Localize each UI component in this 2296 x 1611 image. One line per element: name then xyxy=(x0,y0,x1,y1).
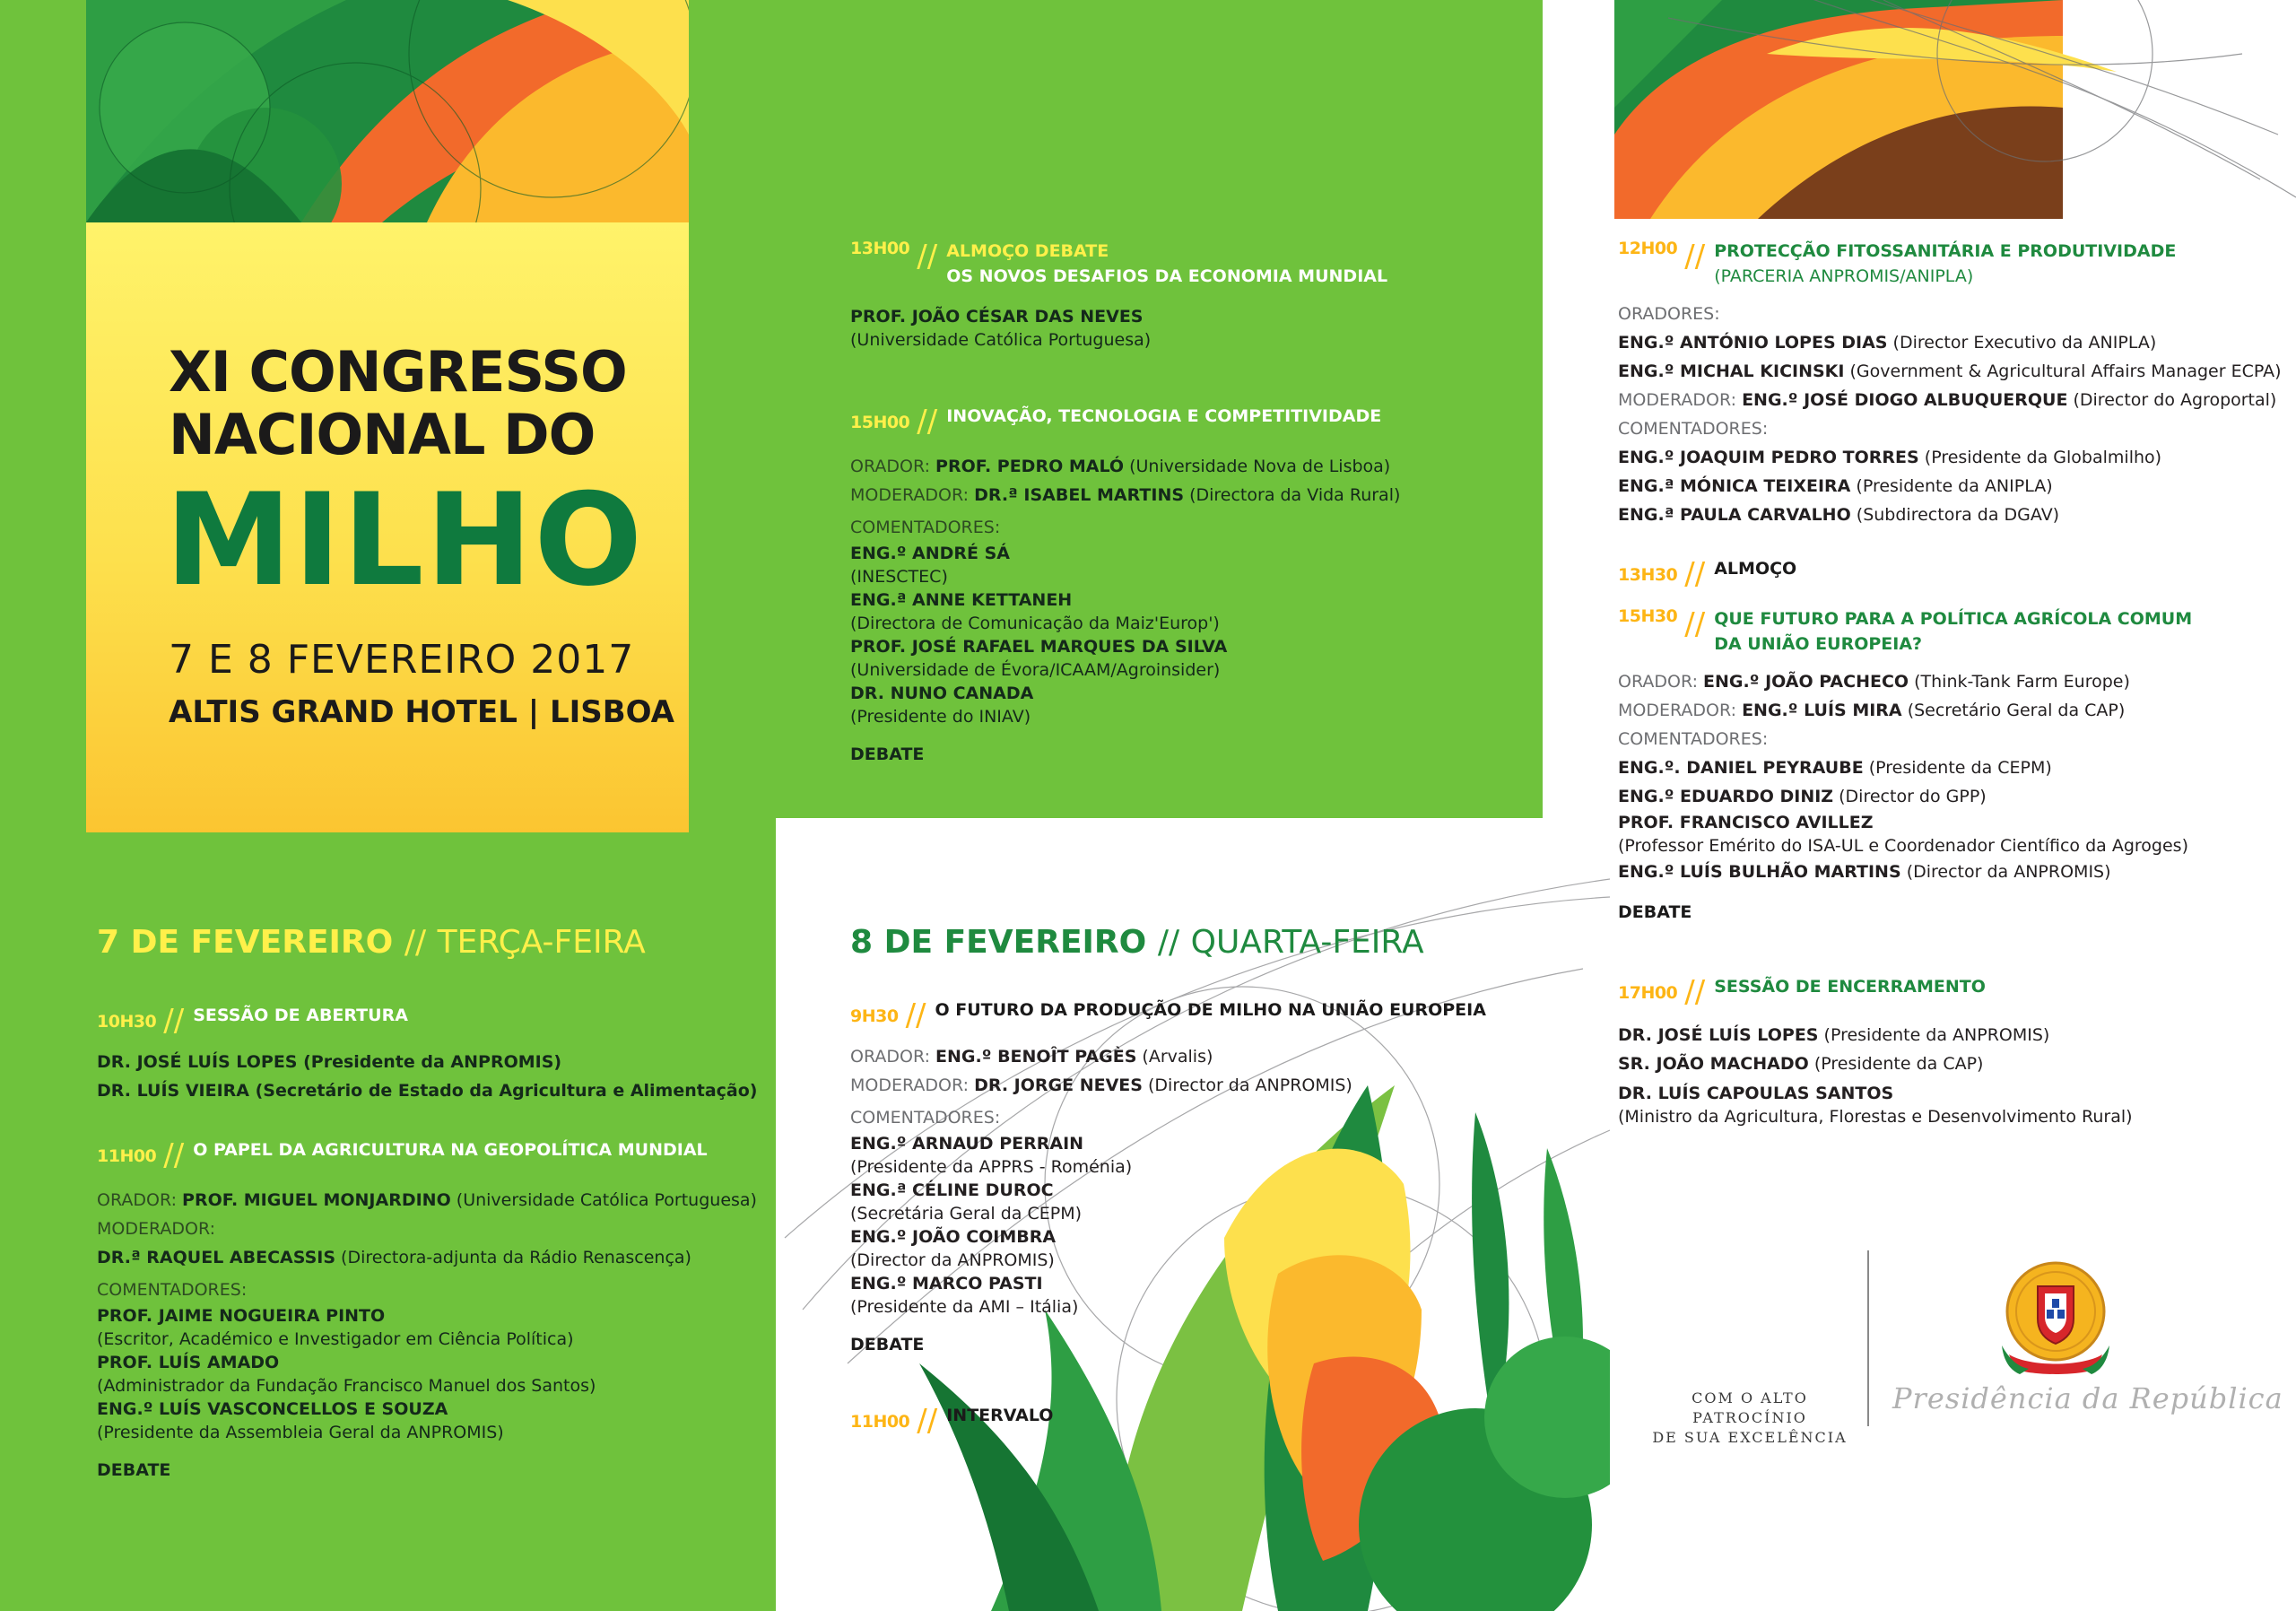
session-time: 13H30 xyxy=(1618,565,1678,585)
commentator-line xyxy=(1618,753,2192,782)
patronage-line-1: COM O ALTO PATROCÍNIO xyxy=(1692,1389,1808,1426)
speaker-line: DR. LUÍS VIEIRA (Secretário de Estado da Agricultura e Alimentação) xyxy=(97,1081,758,1101)
leaf-artwork-top-left xyxy=(86,0,689,222)
debate-label: DEBATE xyxy=(1618,902,1692,922)
speaker-name: PROF. JOÃO CÉSAR DAS NEVES xyxy=(850,307,1144,327)
commentator-name: ENG.º ANDRÉ SÁ xyxy=(850,544,1011,563)
session-title: PROTECÇÃO FITOSSANITÁRIA E PRODUTIVIDADE xyxy=(1714,241,2177,261)
commentator-name: ENG.ª PAULA CARVALHO xyxy=(1618,505,1851,525)
day1-weekday: TERÇA-FEIRA xyxy=(437,924,646,961)
commentator-line xyxy=(1618,501,2282,529)
speaker-line xyxy=(1618,1021,2133,1049)
slash-divider: // xyxy=(1684,239,1706,274)
session-time: 10H30 xyxy=(97,1012,157,1032)
orador-label: ORADOR: xyxy=(850,457,930,476)
commentator-name: ENG.º MARCO PASTI xyxy=(850,1274,1043,1293)
session-time: 15H30 xyxy=(1618,606,1678,626)
session-title: QUE FUTURO PARA A POLÍTICA AGRÍCOLA COMUM xyxy=(1714,609,2193,629)
commentator-name: ENG.ª MÓNICA TEIXEIRA xyxy=(1618,476,1851,496)
orador-org: (Government & Agricultural Affairs Manager ECPA) xyxy=(1849,361,2282,381)
commentator-org: (Presidente da Assembleia Geral da ANPROMIS) xyxy=(97,1423,504,1442)
coat-of-arms-icon xyxy=(1993,1256,2118,1381)
commentator-line xyxy=(1618,782,2192,811)
commentator-name: ENG.ª CÉLINE DUROC xyxy=(850,1180,1054,1200)
comentadores-label: COMENTADORES: xyxy=(850,1108,1001,1128)
commentator-org: (Professor Emérito do ISA-UL e Coordenador Científico da Agroges) xyxy=(1618,836,2188,856)
commentator-org: (Presidente da CEPM) xyxy=(1868,758,2052,778)
orador-org: (Universidade Católica Portuguesa) xyxy=(456,1190,757,1210)
commentator-name: ENG.ª ANNE KETTANEH xyxy=(850,590,1073,610)
commentator-org: (Presidente da AMI – Itália) xyxy=(850,1297,1079,1317)
session-17h00 xyxy=(1618,974,2133,1128)
commentator-name: PROF. JOSÉ RAFAEL MARQUES DA SILVA xyxy=(850,637,1228,657)
moderador-name: DR. JORGE NEVES xyxy=(974,1075,1143,1095)
orador-line xyxy=(850,1042,1486,1071)
commentator-org: (Presidente da Globalmilho) xyxy=(1924,448,2162,467)
slash-divider: // xyxy=(917,239,938,274)
session-title: O FUTURO DA PRODUÇÃO DE MILHO NA UNIÃO EUROPEIA xyxy=(935,1000,1486,1020)
slash-divider: // xyxy=(163,1003,185,1039)
comentadores-label: COMENTADORES: xyxy=(97,1280,248,1300)
moderador-org: (Directora da Vida Rural) xyxy=(1189,485,1401,505)
event-venue: ALTIS GRAND HOTEL | LISBOA xyxy=(169,694,674,730)
orador-name: ENG.º JOÃO PACHECO xyxy=(1703,672,1909,692)
orador-name: ENG.º MICHAL KICINSKI xyxy=(1618,361,1845,381)
orador-label: ORADOR: xyxy=(1618,672,1698,692)
commentator-org: (INESCTEC) xyxy=(850,567,948,587)
debate-label: DEBATE xyxy=(97,1460,171,1480)
session-time: 13H00 xyxy=(850,239,910,258)
commentator-org: (Presidente do INIAV) xyxy=(850,707,1031,727)
patronage-line-2: DE SUA EXCELÊNCIA xyxy=(1652,1429,1848,1446)
session-time: 15H00 xyxy=(850,413,910,432)
moderador-label: MODERADOR: xyxy=(97,1219,216,1239)
orador-line xyxy=(850,452,1400,481)
session-title: ALMOÇO xyxy=(1714,559,1797,579)
day1-header xyxy=(97,924,646,961)
session-title: O PAPEL DA AGRICULTURA NA GEOPOLÍTICA MUNDIAL xyxy=(193,1140,708,1160)
moderador-name: DR.ª ISABEL MARTINS xyxy=(974,485,1185,505)
patronage-divider xyxy=(1867,1250,1869,1426)
day2-header xyxy=(850,924,1424,961)
commentator-org: (Presidente da APPRS - Roménia) xyxy=(850,1157,1133,1177)
session-15h30 xyxy=(1618,606,2192,922)
session-time: 12H00 xyxy=(1618,239,1678,258)
commentator-name: PROF. LUÍS AMADO xyxy=(97,1353,280,1372)
orador-name: ENG.º ANTÓNIO LOPES DIAS xyxy=(1618,333,1888,353)
session-13h00 xyxy=(850,239,1387,352)
commentator-name: ENG.º JOAQUIM PEDRO TORRES xyxy=(1618,448,1919,467)
session-subtitle: OS NOVOS DESAFIOS DA ECONOMIA MUNDIAL xyxy=(946,266,1388,286)
title-box xyxy=(86,222,689,832)
comentadores-label: COMENTADORES: xyxy=(1618,729,1769,749)
speaker-org: (Ministro da Agricultura, Florestas e Desenvolvimento Rural) xyxy=(1618,1107,2133,1127)
speaker-org: (Presidente da CAP) xyxy=(1813,1054,1984,1074)
session-time: 17H00 xyxy=(1618,983,1678,1003)
commentator-name: ENG.º LUÍS BULHÃO MARTINS xyxy=(1618,862,1901,882)
orador-name: ENG.º BENOÎT PAGÈS xyxy=(935,1047,1137,1067)
orador-org: (Director Executivo da ANIPLA) xyxy=(1892,333,2157,353)
commentator-org: (Escritor, Académico e Investigador em Ciência Política) xyxy=(97,1329,574,1349)
moderador-org: (Directora-adjunta da Rádio Renascença) xyxy=(341,1248,691,1267)
session-subtitle: (PARCERIA ANPROMIS/ANIPLA) xyxy=(1714,266,1974,286)
orador-label: ORADOR: xyxy=(97,1190,177,1210)
session-time: 11H00 xyxy=(97,1146,157,1166)
slash-divider: // xyxy=(917,1403,938,1439)
commentator-line xyxy=(1618,858,2192,886)
orador-line xyxy=(97,1186,757,1215)
commentator-org: (Directora de Comunicação da Maiz'Europ') xyxy=(850,614,1220,633)
commentator-line xyxy=(1618,443,2282,472)
slash-divider: // xyxy=(917,404,938,440)
speaker-org: (Presidente da ANPROMIS) xyxy=(1823,1025,2050,1045)
commentator-org: (Universidade de Évora/ICAAM/Agroinsider) xyxy=(850,660,1221,680)
moderador-label: MODERADOR: xyxy=(850,1075,970,1095)
commentator-org: (Administrador da Fundação Francisco Manuel dos Santos) xyxy=(97,1376,596,1396)
session-11h00 xyxy=(97,1137,757,1480)
commentator-name: PROF. FRANCISCO AVILLEZ xyxy=(1618,813,1874,832)
moderador-label: MODERADOR: xyxy=(1618,390,1737,410)
orador-line xyxy=(1618,328,2282,357)
session-title: INTERVALO xyxy=(946,1406,1054,1425)
moderador-org: (Director do Agroportal) xyxy=(2073,390,2277,410)
session-time: 11H00 xyxy=(850,1412,910,1432)
commentator-org: (Secretária Geral da CEPM) xyxy=(850,1204,1083,1223)
moderador-line xyxy=(1618,386,2282,414)
commentator-name: ENG.º JOÃO COIMBRA xyxy=(850,1227,1057,1247)
moderador-org: (Director da ANPROMIS) xyxy=(1148,1075,1352,1095)
session-title-cont: DA UNIÃO EUROPEIA? xyxy=(1714,634,1923,654)
session-15h00 xyxy=(850,404,1400,764)
session-title: ALMOÇO DEBATE xyxy=(946,241,1109,261)
day1-date: 7 DE FEVEREIRO xyxy=(97,924,394,961)
orador-name: PROF. PEDRO MALÓ xyxy=(935,457,1125,476)
moderador-line xyxy=(850,481,1400,509)
commentator-name: DR. NUNO CANADA xyxy=(850,684,1034,703)
day2-date: 8 DE FEVEREIRO xyxy=(850,924,1147,961)
speaker-line: DR. JOSÉ LUÍS LOPES (Presidente da ANPROMIS) xyxy=(97,1052,562,1072)
orador-org: (Universidade Nova de Lisboa) xyxy=(1129,457,1391,476)
commentator-org: (Director do GPP) xyxy=(1839,787,1987,806)
comentadores-label: COMENTADORES: xyxy=(1618,419,1769,439)
moderador-line xyxy=(97,1243,757,1272)
title-line-2: NACIONAL DO xyxy=(169,402,596,467)
session-title: INOVAÇÃO, TECNOLOGIA E COMPETITIVIDADE xyxy=(946,406,1382,426)
moderador-name: DR.ª RAQUEL ABECASSIS xyxy=(97,1248,335,1267)
slash-divider: // xyxy=(1684,974,1706,1010)
debate-label: DEBATE xyxy=(850,745,925,764)
speaker-org: (Universidade Católica Portuguesa) xyxy=(850,330,1152,350)
commentator-org: (Director da ANPROMIS) xyxy=(1906,862,2111,882)
moderador-label: MODERADOR: xyxy=(850,485,970,505)
title-milho: MILHO xyxy=(165,466,645,614)
day2-separator: // xyxy=(1157,924,1180,961)
slash-divider: // xyxy=(1684,606,1706,642)
presidencia-signature: Presidência da República xyxy=(1892,1381,2283,1415)
slash-divider: // xyxy=(163,1137,185,1173)
patronage-text xyxy=(1647,1389,1853,1448)
commentator-name: ENG.º ARNAUD PERRAIN xyxy=(850,1134,1084,1154)
oradores-label: ORADORES: xyxy=(1618,304,1720,324)
orador-org: (Arvalis) xyxy=(1142,1047,1213,1067)
moderador-line xyxy=(850,1071,1486,1100)
title-line-1: XI CONGRESSO xyxy=(169,339,627,405)
session-10h30 xyxy=(97,1003,757,1105)
session-13h30 xyxy=(1618,556,1796,592)
speaker-name: DR. LUÍS CAPOULAS SANTOS xyxy=(1618,1084,1894,1103)
moderador-org: (Secretário Geral da CAP) xyxy=(1907,701,2126,720)
moderador-name: ENG.º JOSÉ DIOGO ALBUQUERQUE xyxy=(1742,390,2068,410)
session-12h00 xyxy=(1618,239,2282,529)
slash-divider: // xyxy=(905,997,926,1033)
moderador-label: MODERADOR: xyxy=(1618,701,1737,720)
session-9h30 xyxy=(850,997,1486,1354)
commentator-org: (Director da ANPROMIS) xyxy=(850,1250,1055,1270)
moderador-line xyxy=(1618,696,2192,725)
event-date: 7 E 8 FEVEREIRO 2017 xyxy=(169,637,635,683)
orador-name: PROF. MIGUEL MONJARDINO xyxy=(182,1190,451,1210)
commentator-name: PROF. JAIME NOGUEIRA PINTO xyxy=(97,1306,386,1326)
speaker-name: SR. JOÃO MACHADO xyxy=(1618,1054,1809,1074)
speaker-line xyxy=(1618,1049,2133,1078)
slash-divider: // xyxy=(1684,556,1706,592)
session-title: SESSÃO DE ENCERRAMENTO xyxy=(1714,977,1986,997)
commentator-name: ENG.º LUÍS VASCONCELLOS E SOUZA xyxy=(97,1399,448,1419)
comentadores-label: COMENTADORES: xyxy=(850,518,1001,537)
day2-weekday: QUARTA-FEIRA xyxy=(1190,924,1424,961)
orador-line xyxy=(1618,357,2282,386)
session-11h00-intervalo xyxy=(850,1403,1053,1439)
commentator-name: ENG.º. DANIEL PEYRAUBE xyxy=(1618,758,1864,778)
leaf-artwork-top-right xyxy=(1614,0,2296,219)
debate-label: DEBATE xyxy=(850,1335,925,1354)
commentator-name: ENG.º EDUARDO DINIZ xyxy=(1618,787,1834,806)
commentator-org: (Presidente da ANIPLA) xyxy=(1856,476,2053,496)
orador-line xyxy=(1618,667,2192,696)
commentator-org: (Subdirectora da DGAV) xyxy=(1856,505,2060,525)
orador-label: ORADOR: xyxy=(850,1047,930,1067)
orador-org: (Think-Tank Farm Europe) xyxy=(1914,672,2130,692)
session-time: 9H30 xyxy=(850,1006,899,1026)
commentator-line xyxy=(1618,472,2282,501)
speaker-name: DR. JOSÉ LUÍS LOPES xyxy=(1618,1025,1819,1045)
day1-separator: // xyxy=(404,924,427,961)
session-title: SESSÃO DE ABERTURA xyxy=(193,1006,408,1025)
moderador-name: ENG.º LUÍS MIRA xyxy=(1742,701,1902,720)
